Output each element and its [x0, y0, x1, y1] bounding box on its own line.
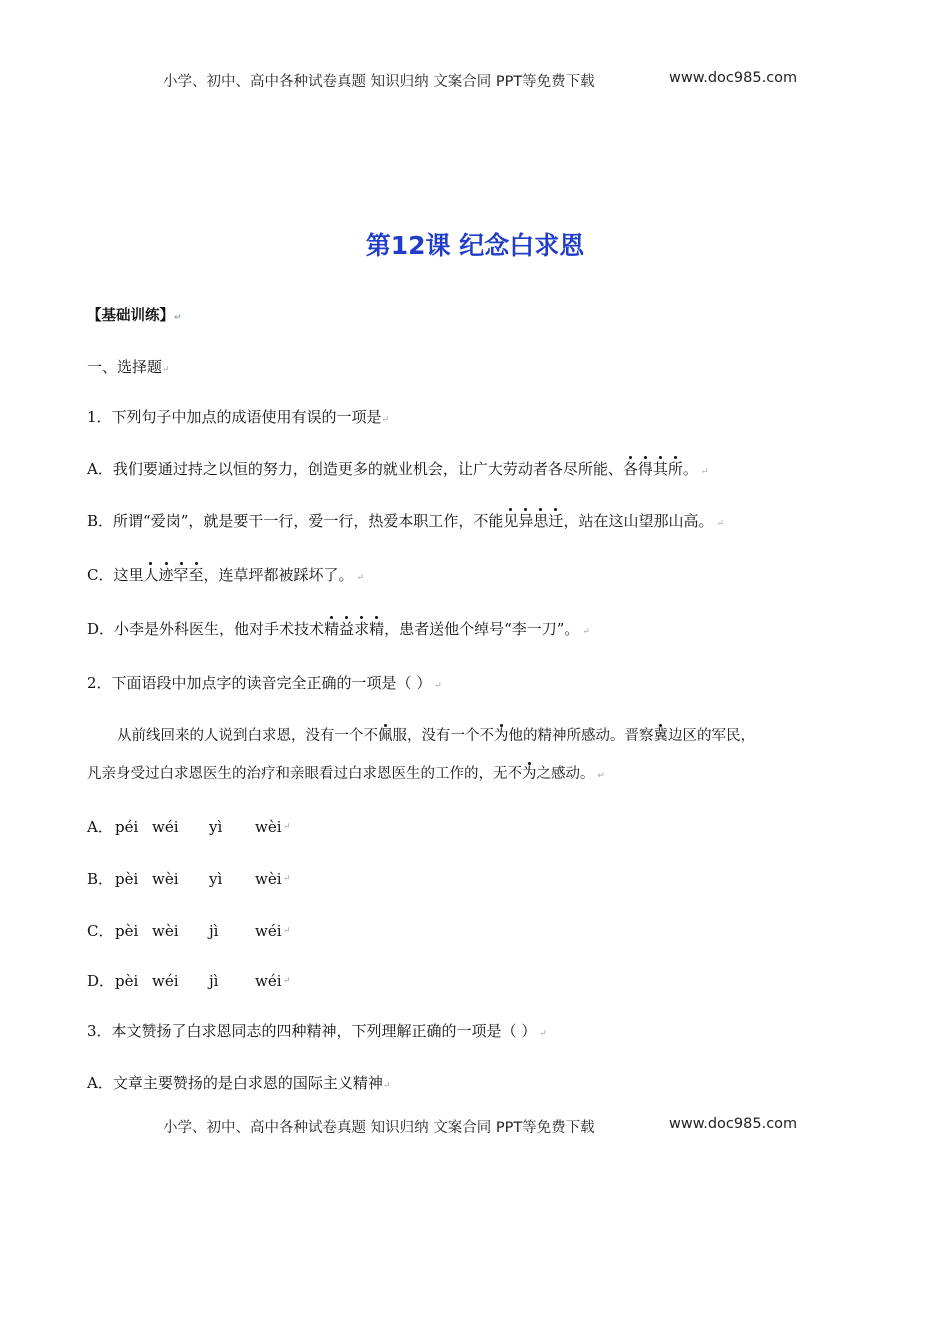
lesson-title: 第12课 纪念白求恩: [365, 231, 585, 260]
option-label: C．: [87, 922, 114, 940]
dotted-char: 冀: [653, 728, 668, 744]
q1-option-b: B．所谓“爱岗”，就是要干一行，爱一行，热爱本职工作，不能见异思迁，站在这山望那山高。 ↵: [87, 512, 724, 530]
q2-stem-text: 2．下面语段中加点字的读音完全正确的一项是（ ）: [87, 674, 432, 692]
dotted-char: 佩: [378, 728, 393, 744]
q1-c-post: ，连草坪都被踩坏了。: [203, 566, 354, 584]
dotted-char: 益: [339, 620, 355, 638]
q1-d-post: ，患者送他个绰号“李一刀”。: [384, 620, 580, 638]
part-heading: 一、选择题↵: [87, 358, 170, 376]
pinyin-value: péi: [115, 818, 139, 836]
footer-url[interactable]: www.doc985.com: [669, 1116, 798, 1132]
q1-b-post: ，站在这山望那山高。: [563, 512, 714, 530]
q1-c-dotted: [143, 566, 203, 584]
pinyin-value: yì: [209, 870, 223, 888]
dotted-char: 得: [637, 460, 653, 478]
dotted-char: 异: [518, 512, 534, 530]
q3-stem: 3．本文赞扬了白求恩同志的四种精神，下列理解正确的一项是（ ） ↵: [87, 1022, 547, 1040]
q1-a-post: 。: [682, 460, 698, 478]
option-label: A．: [87, 818, 113, 836]
q3-a-text: A．文章主要赞扬的是白求恩的国际主义精神: [87, 1074, 383, 1092]
section-heading: 【基础训练】↵: [87, 308, 182, 324]
pinyin-value: jì: [209, 922, 219, 940]
option-label: D．: [87, 972, 115, 990]
passage-seg: 边区的军民，: [668, 728, 755, 744]
passage-seg: 他的精神所感动。晋察: [508, 728, 654, 744]
q1-a-pre: A．我们要通过持之以恒的努力，创造更多的就业机会，让广大劳动者各尽所能、: [87, 460, 623, 478]
pinyin-value: yì: [209, 818, 223, 836]
pinyin-value: jì: [209, 972, 219, 990]
pinyin-value: pèi: [115, 972, 139, 990]
q1-stem-text: 1．下列句子中加点的成语使用有误的一项是: [87, 408, 382, 426]
pinyin-value: wéi: [255, 972, 282, 990]
header-url[interactable]: www.doc985.com: [669, 70, 798, 86]
dotted-char: 各: [622, 460, 638, 478]
dotted-char: 所: [667, 460, 683, 478]
pinyin-value: wéi: [255, 922, 282, 940]
dotted-char: 思: [533, 512, 549, 530]
section-heading-text: 【基础训练】: [87, 308, 174, 324]
pinyin-value: wéi: [152, 972, 179, 990]
dotted-char: 精: [369, 620, 385, 638]
passage-seg: 之感动。: [536, 766, 595, 782]
dotted-char: 至: [188, 566, 204, 584]
q1-b-pre: B．所谓“爱岗”，就是要干一行，爱一行，热爱本职工作，不能: [87, 512, 504, 530]
passage-seg: 凡亲身受过白求恩医生的治疗和亲眼看过白求恩医生的工作的，无不: [87, 766, 522, 782]
header-text: 小学、初中、高中各种试卷真题 知识归纳 文案合同 PPT等免费下载: [163, 74, 595, 90]
q1-option-a: A．我们要通过持之以恒的努力，创造更多的就业机会，让广大劳动者各尽所能、各得其所。 ↵: [87, 460, 709, 478]
option-label: B．: [87, 870, 114, 888]
dotted-char: 求: [354, 620, 370, 638]
passage-seg: 服，没有一个不: [392, 728, 494, 744]
q1-stem: 1．下列句子中加点的成语使用有误的一项是↵: [87, 408, 390, 426]
page-header: [0, 70, 950, 96]
pinyin-value: wéi: [152, 818, 179, 836]
dotted-char: 迁: [548, 512, 564, 530]
pinyin-value: wèi: [152, 870, 179, 888]
page-footer: [0, 1116, 950, 1142]
dotted-char: 罕: [173, 566, 189, 584]
q3-stem-text: 3．本文赞扬了白求恩同志的四种精神，下列理解正确的一项是（ ）: [87, 1022, 537, 1040]
q1-d-dotted: [324, 620, 384, 638]
dotted-char: 为: [494, 728, 509, 744]
dotted-char: 见: [503, 512, 519, 530]
pinyin-value: pèi: [115, 922, 139, 940]
q1-d-pre: D．小李是外科医生，他对手术技术: [87, 620, 325, 638]
footer-text: 小学、初中、高中各种试卷真题 知识归纳 文案合同 PPT等免费下载: [163, 1120, 595, 1136]
q2-passage-line2: 凡亲身受过白求恩医生的治疗和亲眼看过白求恩医生的工作的，无不为之感动。 ↵: [87, 766, 605, 782]
pinyin-value: wèi: [152, 922, 179, 940]
pinyin-value: wèi: [255, 818, 282, 836]
passage-seg: 从前线回来的人说到白求恩，没有一个不: [117, 728, 378, 744]
q1-option-c: C．这里人迹罕至，连草坪都被踩坏了。 ↵: [87, 566, 364, 584]
dotted-char: 人: [143, 566, 159, 584]
q2-stem: 2．下面语段中加点字的读音完全正确的一项是（ ） ↵: [87, 674, 442, 692]
q3-option-a: A．文章主要赞扬的是白求恩的国际主义精神↵: [87, 1074, 391, 1092]
dotted-char: 其: [652, 460, 668, 478]
q1-c-pre: C．这里: [87, 566, 144, 584]
q2-passage-line1: [87, 724, 862, 745]
part-heading-text: 一、选择题: [87, 358, 163, 376]
q1-option-d: D．小李是外科医生，他对手术技术精益求精，患者送他个绰号“李一刀”。 ↵: [87, 620, 590, 638]
pinyin-value: wèi: [255, 870, 282, 888]
q1-b-dotted: [503, 512, 563, 530]
dotted-char: 精: [324, 620, 340, 638]
pinyin-value: pèi: [115, 870, 139, 888]
dotted-char: 为: [522, 766, 537, 782]
dotted-char: 迹: [158, 566, 174, 584]
q1-a-dotted: [623, 460, 683, 478]
